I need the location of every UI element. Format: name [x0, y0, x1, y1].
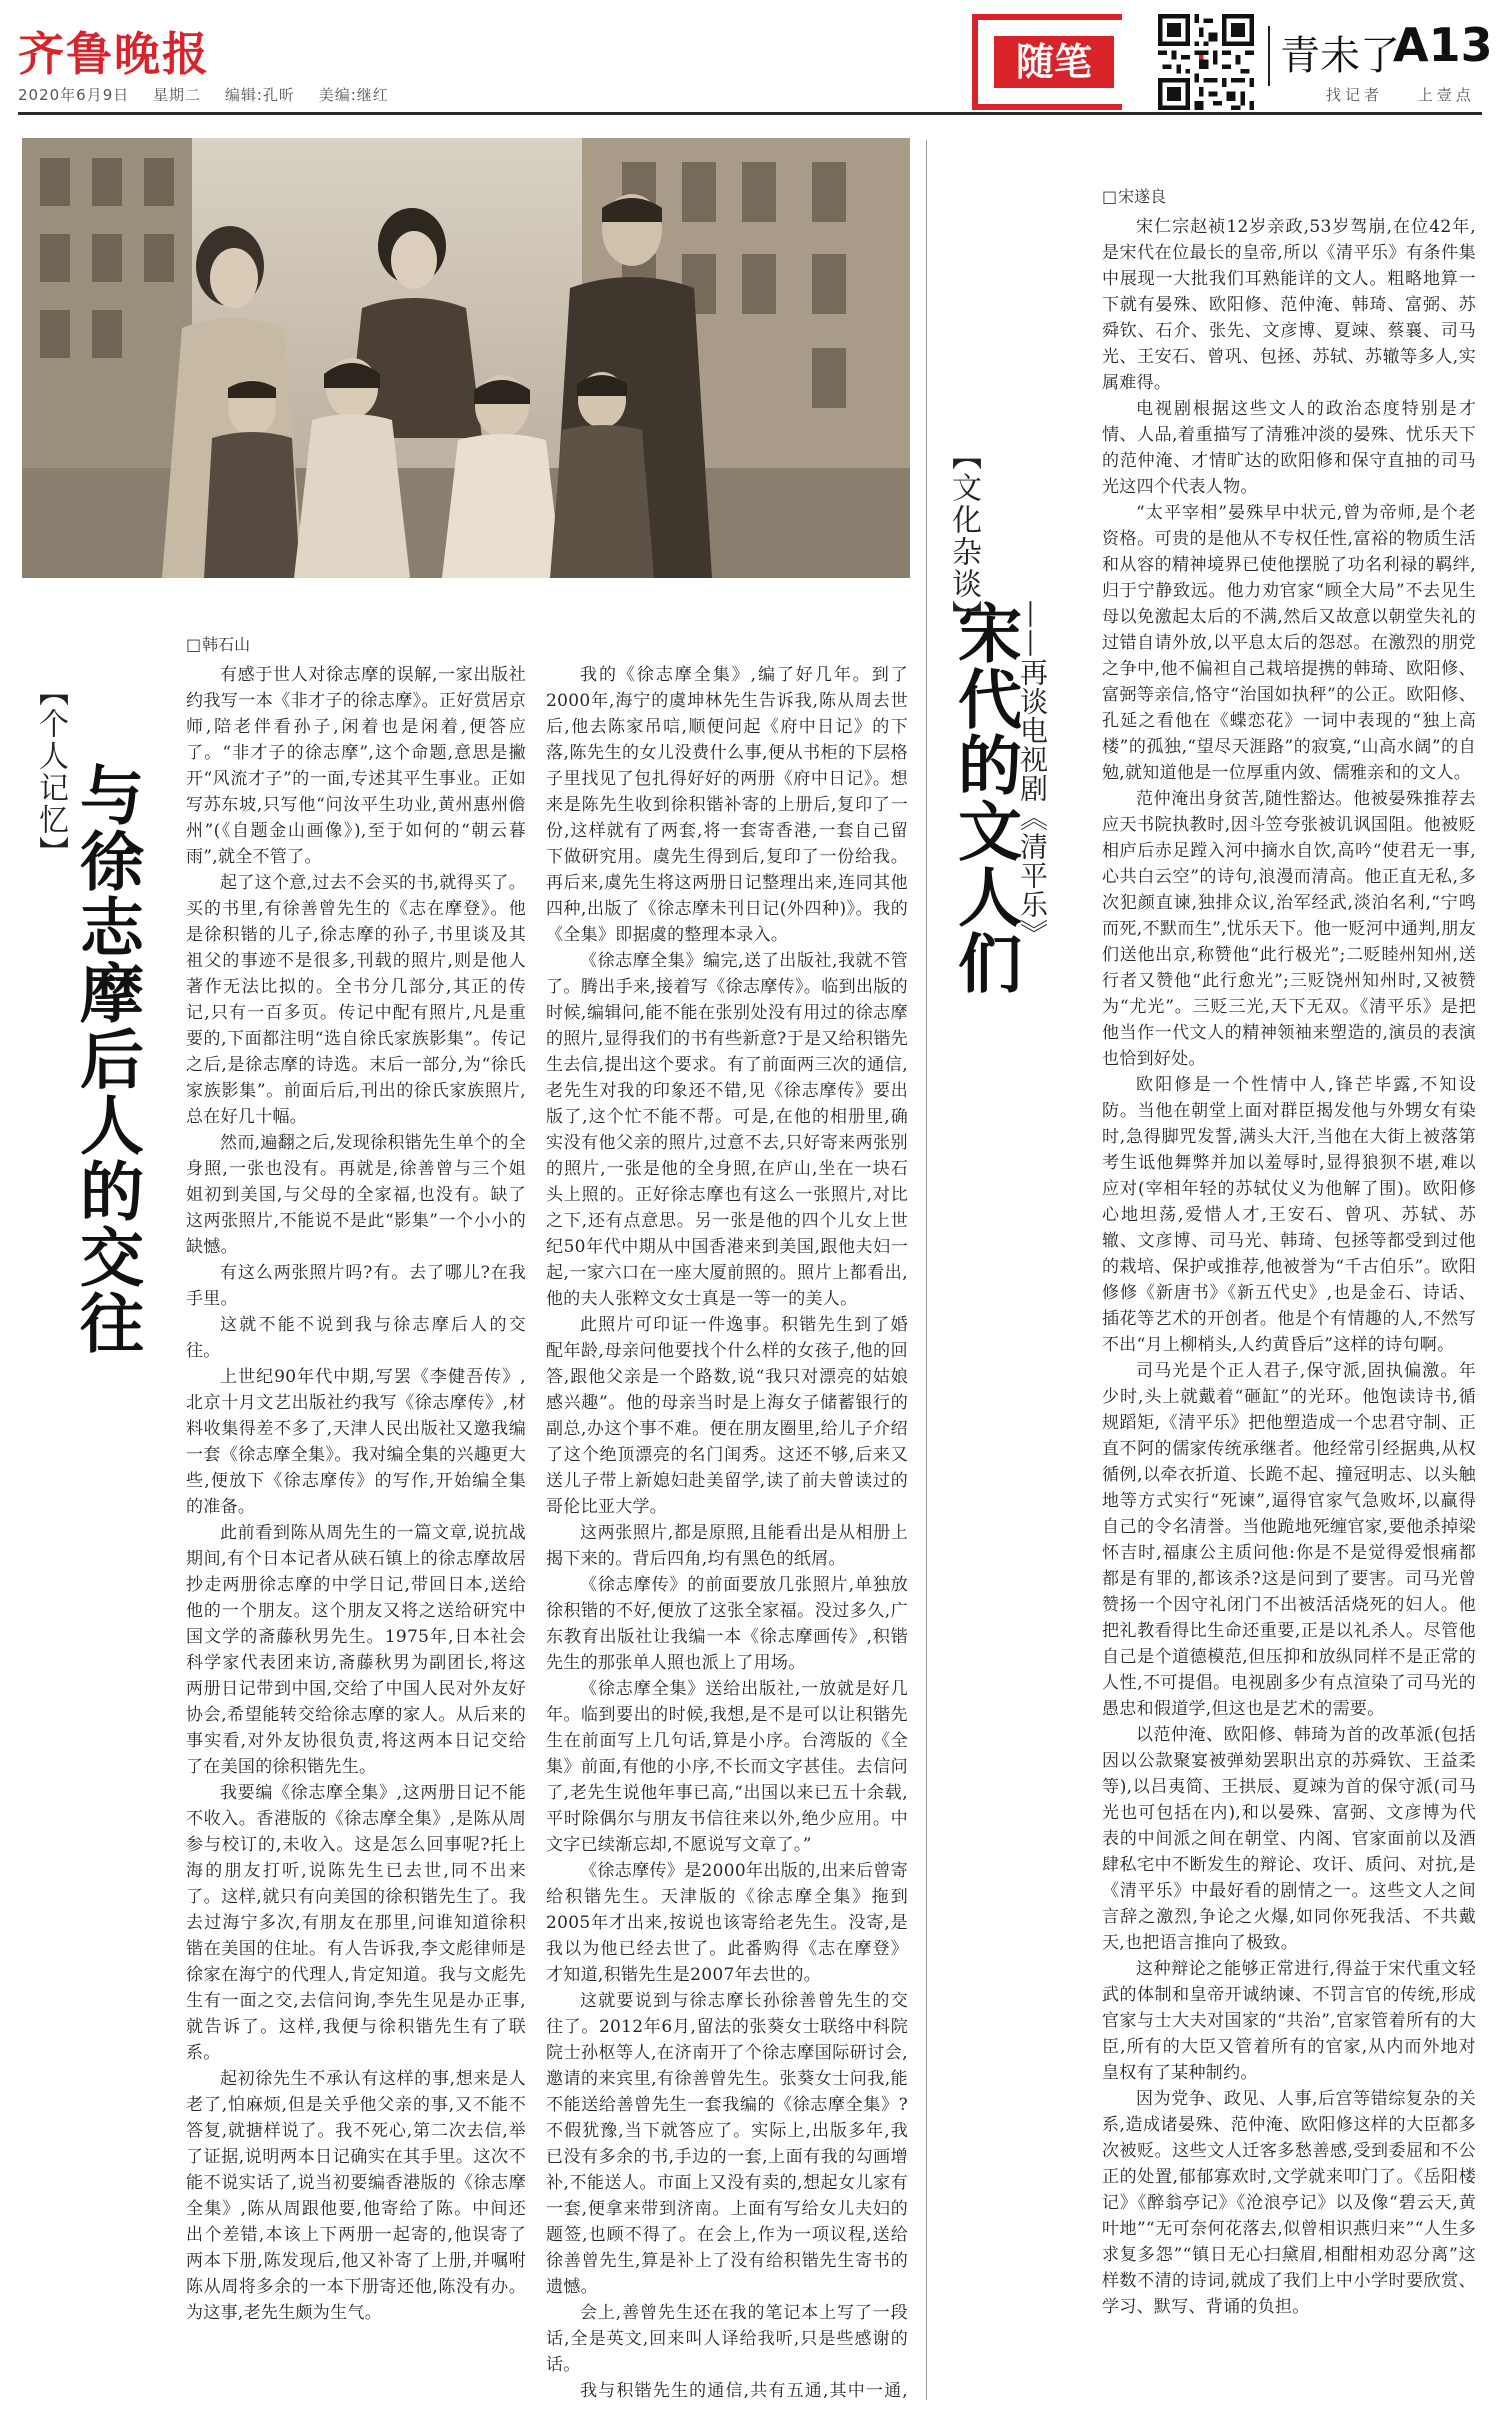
article-paragraph: 起了这个意,过去不会买的书,就得买了。买的书里,有徐善曾先生的《志在摩登》。他是徐积锴的儿子,徐志摩的孙子,书里谈及其祖父的事迹不是很多,刊载的照片,则是他人著作无法比拟的。全书分几部分,其正的传记,只有一百多页。传记中配有照片,凡是重要的,下面都注明“选自徐氏家族影集”。传记之后,是徐志摩的诗选。末后一部分,为“徐氏家族影集”。前面后后,刊出的徐氏家族照片,总在好几十幅。: [186, 873, 526, 1127]
article-paragraph: “太平宰相”晏殊早中状元,曾为帝师,是个老资格。可贵的是他从不专权任性,富裕的物质生活和从容的精神境界已使他摆脱了功名利禄的羁绊,归于宁静致远。他力劝官家“顾全大局”不去见生母以免激起太后的不满,然后又故意以朝堂失礼的过错自请外放,以平息太后的怨怼。在激烈的朋党之争中,他不偏袒自己栽培提携的韩琦、欧阳修、富弼等亲信,恪守“治国如执秤”的公正。欧阳修、孔延之看他在《蝶恋花》一词中表现的“独上高楼”的孤独,“望尽天涯路”的寂寞,“山高水阔”的自勉,就知道他是一位厚重内敛、儒雅亲和的文人。: [1102, 503, 1476, 783]
article-paragraph: 上世纪90年代中期,写罢《李健吾传》,北京十月文艺出版社约我写《徐志摩传》,材料收集得差不多了,天津人民出版社又邀我编一套《徐志摩全集》。我对编全集的兴趣更大些,便放下《徐志摩传》的写作,开始编全集的准备。: [186, 1367, 526, 1517]
left-article-headline: 与徐志摩后人的交往: [69, 762, 144, 1356]
left-article-body-continued: [546, 662, 908, 2398]
article-paragraph: 有这么两张照片吗?有。去了哪儿?在我手里。: [186, 1263, 526, 1309]
article-paragraph: 我要编《徐志摩全集》,这两册日记不能不收入。香港版的《徐志摩全集》,是陈从周参与校订的,未收入。这是怎么回事呢?托上海的朋友打听,说陈先生已去世,同不出来了。这样,就只有向美国的徐积锴先生了。我去过海宁多次,有朋友在那里,问谁知道徐积锴在美国的住址。有人告诉我,李文彪律师是徐家在海宁的代理人,肯定知道。我与文彪先生有一面之交,去信问询,李先生见是办正事,就告诉了。这样,我便与徐积锴先生有了联系。: [186, 1783, 526, 2063]
qr-code-icon[interactable]: [1158, 14, 1254, 110]
article-paragraph: 我的《徐志摩全集》,编了好几年。到了2000年,海宁的虞坤林先生告诉我,陈从周去世后,他去陈家吊唁,顺便问起《府中日记》的下落,陈先生的女儿没费什么事,便从书柜的下层格子里找见了包扎得好好的两册《府中日记》。想来是陈先生收到徐积锴补寄的上册后,复印了一份,这样就有了两套,将一套寄香港,一套自己留下做研究用。虞先生得到后,复印了一份给我。再后来,虞先生将这两册日记整理出来,连同其他四种,出版了《徐志摩未刊日记(外四种)》。我的《全集》即据虞的整理本录入。: [546, 665, 908, 945]
article-paragraph: 电视剧根据这些文人的政治态度特别是才情、人品,着重描写了清雅冲淡的晏殊、忧乐天下的范仲淹、才情旷达的欧阳修和保守直抽的司马光这四个代表人物。: [1102, 399, 1476, 497]
article-paragraph: 此前看到陈从周先生的一篇文章,说抗战期间,有个日本记者从硖石镇上的徐志摩故居抄走两册徐志摩的中学日记,带回日本,送给他的一个朋友。这个朋友又将之送给研究中国文学的斋藤秋男先生。1975年,日本社会科学家代表团来访,斋藤秋男为副团长,将这两册日记带到中国,交给了中国人民对外友好协会,希望能转交给徐志摩的家人。从后来的事实看,对外友协很负责,将这两本日记交给了在美国的徐积锴先生。: [186, 1523, 526, 1777]
left-article-column-1: [186, 662, 526, 2398]
article-paragraph: 以范仲淹、欧阳修、韩琦为首的改革派(包括因以公款聚宴被弹劾罢职出京的苏舜钦、王益柔等),以吕夷简、王拱辰、夏竦为首的保守派(司马光也可包括在内),和以晏殊、富弼、文彦博为代表的中间派之间在朝堂、内阁、官家面前以及酒肆私宅中不断发生的辩论、攻讦、质问、对抗,是《清平乐》中最好看的剧情之一。这些文人之间言辞之激烈,争论之火爆,如同你死我活、不共戴天,也把语言推向了极致。: [1102, 1725, 1476, 1953]
article-paragraph: 欧阳修是一个性情中人,锋芒毕露,不知设防。当他在朝堂上面对群臣揭发他与外甥女有染时,急得脚咒发誓,满头大汗,当他在大街上被落第考生诋他舞弊并加以羞辱时,显得狼狈不堪,难以应对(宰相年轻的苏轼仗义为他解了围)。欧阳修心地坦荡,爱惜人才,王安石、曾巩、苏轼、苏辙、文彦博、司马光、韩琦、包拯等都受到过他的栽培、保护或推荐,他被誉为“千古伯乐”。欧阳修修《新唐书》《新五代史》,也是金石、诗话、插花等艺术的开创者。他是个有情趣的人,不然写不出“月上柳梢头,人约黄昏后”这样的诗句啊。: [1102, 1075, 1476, 1355]
column-divider: [926, 140, 927, 2400]
article-paragraph: 我与积锴先生的通信,共有五通,其中一通,: [580, 2381, 908, 2398]
left-article-body: [186, 662, 526, 2326]
section-label: 随笔: [994, 36, 1114, 88]
issue-date: 2020年6月9日: [18, 86, 130, 104]
article-paragraph: 因为党争、政见、人事,后宫等错综复杂的关系,造成诸晏殊、范仲淹、欧阳修这样的大臣都多次被贬。这些文人迁客多愁善感,受到委屈和不公正的处置,郁郁寡欢时,文学就来叩门了。《岳阳楼记》《醉翁亭记》《沧浪亭记》以及像“碧云天,黄叶地”“无可奈何花落去,似曾相识燕归来”“人生多求复多怨”“镇日无心扫黛眉,相酣相劝忍分离”这样数不清的诗词,就成了我们上中小学时要欣赏、学习、默写、背诵的负担。: [1102, 2089, 1476, 2317]
article-paragraph: 此照片可印证一件逸事。积锴先生到了婚配年龄,母亲问他要找个什么样的女孩子,他的回答,跟他父亲是一个路数,说“我只对漂亮的姑娘感兴趣”。他的母亲当时是上海女子储蓄银行的副总,办这个事不难。便在朋友圈里,给儿子介绍了这个绝顶漂亮的名门闺秀。这还不够,后来又送儿子带上新媳妇赴美留学,读了前夫曾读过的哥伦比亚大学。: [546, 1315, 908, 1517]
article-paragraph: 会上,善曾先生还在我的笔记本上写了一段话,全是英文,回来叫人译给我听,只是些感谢的话。: [546, 2303, 908, 2375]
reporter-app-name: 上壹点: [1417, 86, 1475, 104]
designer-credit: 美编:继红: [318, 86, 389, 104]
left-article-byline: □ 韩石山: [186, 632, 250, 655]
section-tag: [972, 14, 1122, 110]
newspaper-logo: 齐鲁晚报: [18, 27, 210, 81]
article-paragraph: 范仲淹出身贫苦,随性豁达。他被晏殊推荐去应天书院执教时,因斗笠夸张被讥讽国阻。他被贬相庐后赤足蹚入河中摘水自饮,高吟“使君无一事,心共白云空”的诗句,浪漫而清高。他正直无私,多次犯颜直谏,独排众议,治军经武,淡泊名利,“宁鸣而死,不默而生”,忧乐天下。他一贬河中通判,朋友们送他出京,称赞他“此行极光”;二贬睦州知州,送行者又赞他“此行愈光”;三贬饶州知州时,又被赞为“尤光”。三贬三光,天下无双。《清平乐》是把他当作一代文人的精神领袖来塑造的,演员的表演也恰到好处。: [1102, 789, 1476, 1069]
page-column-name: 青未了: [1280, 33, 1400, 79]
article-paragraph: 《徐志摩全集》送给出版社,一放就是好几年。临到要出的时候,我想,是不是可以让积锴先生在前面写上几句话,算是小序。台湾版的《全集》前面,有他的小序,不长而文字甚佳。去信问了,老先生说他年事已高,“出国以来已五十余载,平时除偶尔与朋友书信往来以外,绝少应用。中文字已续渐忘却,不愿说写文章了。”: [546, 1679, 908, 1855]
issue-weekday: 星期二: [153, 86, 202, 104]
article-paragraph: 有感于世人对徐志摩的误解,一家出版社约我写一本《非才子的徐志摩》。正好赏居京师,陪老伴看孙子,闲着也是闲着,便答应了。“非才子的徐志摩”,这个命题,意思是撇开“风流才子”的一面,专述其平生事业。正如写苏东坡,只写他“问汝平生功业,黄州惠州儋州”(《自题金山画像》),至于如何的“朝云暮雨”,就全不管了。: [186, 665, 526, 867]
header-divider: [1268, 26, 1270, 86]
right-article-kicker: 【文化杂谈】: [946, 440, 981, 632]
dateline: [18, 84, 407, 105]
article-paragraph: 《徐志摩传》的前面要放几张照片,单独放徐积锴的不好,便放了这张全家福。没过多久,广东教育出版社让我编一本《徐志摩画传》,积锴先生的那张单人照也派上了用场。: [546, 1575, 908, 1673]
header-rule: [18, 112, 1482, 115]
right-article-column: [1102, 214, 1476, 2398]
article-paragraph: 起初徐先生不承认有这样的事,想来是人老了,怕麻烦,但是关乎他父亲的事,又不能不答复,就搪样说了。我不死心,第二次去信,举了证据,说明两本日记确实在其手里。这次不能不说实话了,说当初要编香港版的《徐志摩全集》,陈从周跟他要,他寄给了陈。中间还出个差错,本该上下两册一起寄的,他误寄了两本下册,陈发现后,他又补寄了上册,并嘱咐陈从周将多余的一本下册寄还他,陈没有办。为这事,老先生颇为生气。: [186, 2069, 526, 2323]
right-article-subtitle: ——再谈电视剧《清平乐》: [1016, 600, 1049, 948]
article-paragraph: 司马光是个正人君子,保守派,固执偏激。年少时,头上就戴着“砸缸”的光环。他饱读诗书,循规蹈矩,《清平乐》把他塑造成一个忠君守制、正直不阿的儒家传统承继者。他经常引经据典,从权循例,以牵衣折道、长跪不起、撞冠明志、以头触地等方式实行“死谏”,逼得官家气急败坏,以赢得自己的令名清誉。当他跪地死缠官家,要他杀掉梁怀吉时,福康公主质问他:你是不是觉得爱恨痛都都是有罪的,都该杀?这是问到了要害。司马光曾赞扬一个因守礼闭门不出被活活烧死的妇人。他把礼教看得比生命还重要,正是以礼杀人。尽管他自己是个道德模范,但压抑和放纵同样不是正常的人性,不可提倡。电视剧多少有点渲染了司马光的愚忠和假道学,但这也是艺术的需要。: [1102, 1361, 1476, 1719]
right-article-headline: 宋代的文人们: [947, 600, 1022, 996]
article-paragraph: 这就要说到与徐志摩长孙徐善曾先生的交往了。2012年6月,留法的张葵女士联络中科院院士孙枢等人,在济南开了个徐志摩国际研讨会,邀请的来宾里,有徐善曾先生。张葵女士问我,能不能送给善曾先生一套我编的《徐志摩全集》?不假犹豫,当下就答应了。实际上,出版多年,我已没有多余的书,手边的一套,上面有我的勾画增补,不能送人。市面上又没有卖的,想起女儿家有一套,便拿来带到济南。上面有写给女儿夫妇的题签,也顾不得了。在会上,作为一项议程,送给徐善曾先生,算是补上了没有给积锴先生寄书的遗憾。: [546, 1991, 908, 2297]
article-paragraph: 《徐志摩全集》编完,送了出版社,我就不管了。腾出手来,接着写《徐志摩传》。临到出版的时候,编辑问,能不能在张别处没有用过的徐志摩的照片,显得我们的书有些新意?于是又给积锴先生去信,提出这个要求。有了前面两三次的通信,老先生对我的印象还不错,见《徐志摩传》要出版了,这个忙不能不帮。可是,在他的相册里,确实没有他父亲的照片,过意不去,只好寄来两张别的照片,一张是他的全身照,在庐山,坐在一块石头上照的。正好徐志摩也有这么一张照片,对比之下,还有点意思。另一张是他的四个儿女上世纪50年代中期从中国香港来到美国,跟他夫妇一起,一家六口在一座大厦前照的。照片上都看出,他的夫人张粹文女士真是一等一的美人。: [546, 951, 908, 1309]
article-paragraph: 宋仁宗赵祯12岁亲政,53岁驾崩,在位42年,是宋代在位最长的皇帝,所以《清平乐》有条件集中展现一大批我们耳熟能详的文人。粗略地算一下就有晏殊、欧阳修、范仲淹、韩琦、富弼、苏舜钦、石介、张先、文彦博、夏竦、蔡襄、司马光、王安石、曾巩、包拯、苏轼、苏辙等多人,实属难得。: [1102, 217, 1476, 393]
editor-credit: 编辑:孔昕: [224, 86, 295, 104]
family-photo-image: [22, 138, 910, 578]
article-paragraph: 《徐志摩传》是2000年出版的,出来后曾寄给积锴先生。天津版的《徐志摩全集》拖到2005年才出来,按说也该寄给老先生。没寄,是我以为他已经去世了。此番购得《志在摩登》才知道,积锴先生是2007年去世的。: [546, 1861, 908, 1985]
left-article-kicker: 【个人记忆】: [33, 676, 68, 868]
page-number: A13: [1393, 18, 1493, 72]
article-paragraph: 这就不能不说到我与徐志摩后人的交往。: [186, 1315, 526, 1361]
article-paragraph: 这种辩论之能够正常进行,得益于宋代重文轻武的体制和皇帝开诚纳谏、不罚言官的传统,形成官家与士大夫对国家的“共治”,官家管着所有的大臣,所有的大臣又管着所有的官家,从内而外地对皇权有了某种制约。: [1102, 1959, 1476, 2083]
article-paragraph: 这两张照片,都是原照,且能看出是从相册上揭下来的。背后四角,均有黑色的纸屑。: [546, 1523, 908, 1569]
article-paragraph: 然而,遍翻之后,发现徐积锴先生单个的全身照,一张也没有。再就是,徐善曾与三个姐姐初到美国,与父母的全家福,也没有。缺了这两张照片,不能说不是此“影集”一个小小的缺憾。: [186, 1133, 526, 1257]
reporter-label: 找记者: [1326, 86, 1384, 104]
right-article-byline: □ 宋遂良: [1102, 184, 1166, 207]
left-article-column-2: [546, 662, 908, 2398]
family-photo: [22, 138, 910, 578]
right-article-body: [1102, 214, 1476, 2320]
reporter-line: [1300, 84, 1475, 105]
